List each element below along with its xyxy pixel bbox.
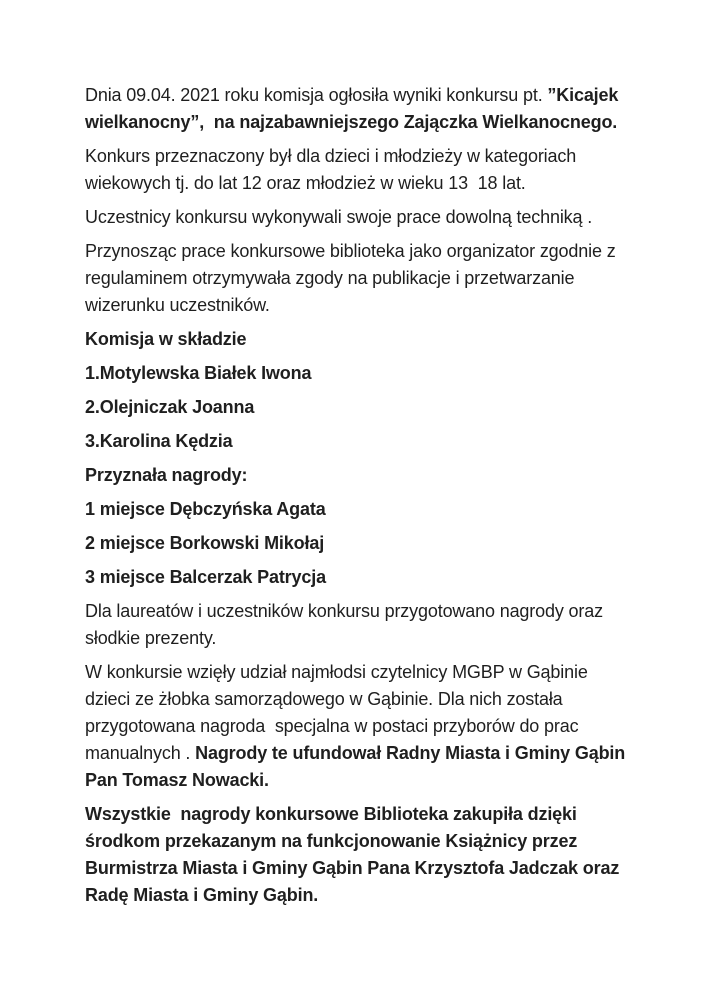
paragraph — [85, 326, 630, 353]
text-run: 1.Motylewska Białek Iwona — [85, 363, 312, 383]
text-run: Uczestnicy konkursu wykonywali swoje prace dowolną techniką . — [85, 207, 593, 227]
document-body — [85, 82, 630, 916]
text-run: Przyznała nagrody: — [85, 465, 248, 485]
text-run: Dla laureatów i uczestników konkursu przygotowano nagrody oraz słodkie prezenty. — [85, 601, 608, 648]
paragraph — [85, 360, 630, 387]
paragraph — [85, 801, 630, 909]
text-run: 2.Olejniczak Joanna — [85, 397, 255, 417]
paragraph — [85, 82, 630, 136]
text-run: Wszystkie nagrody konkursowe Biblioteka zakupiła dzięki środkom przekazanym na funkcjonowanie Książnicy przez Burmistrza Miasta i Gminy Gąbin Pana Krzysztofa Jadczak oraz Radę Miasta i Gminy Gąbin. — [85, 804, 625, 905]
text-run: Dnia 09.04. 2021 roku komisja ogłosiła wyniki konkursu pt. — [85, 85, 548, 105]
text-run: W konkursie wzięły udział najmłodsi czytelnicy MGBP w Gąbinie dzieci ze żłobka samorządowego w Gąbinie. Dla nich została przygotowana nagroda specjalna w postaci przyborów do prac manualnych . — [85, 662, 593, 763]
paragraph — [85, 462, 630, 489]
text-run: Konkurs przeznaczony był dla dzieci i młodzieży w kategoriach wiekowych tj. do lat 12 oraz młodzież w wieku 13 18 lat. — [85, 146, 581, 193]
paragraph — [85, 394, 630, 421]
paragraph — [85, 428, 630, 455]
text-run: 3.Karolina Kędzia — [85, 431, 233, 451]
paragraph — [85, 659, 630, 794]
text-run: ”Kicajek wielkanocny”, na najzabawniejszego Zajączka Wielkanocnego. — [85, 85, 624, 132]
paragraph — [85, 496, 630, 523]
paragraph — [85, 564, 630, 591]
paragraph — [85, 204, 630, 231]
paragraph — [85, 598, 630, 652]
paragraph — [85, 530, 630, 557]
text-run: Komisja w składzie — [85, 329, 247, 349]
paragraph — [85, 143, 630, 197]
text-run: 3 miejsce Balcerzak Patrycja — [85, 567, 326, 587]
text-run: Nagrody te ufundował Radny Miasta i Gminy Gąbin Pan Tomasz Nowacki. — [85, 743, 630, 790]
text-run: 2 miejsce Borkowski Mikołaj — [85, 533, 325, 553]
text-run: Przynosząc prace konkursowe biblioteka jako organizator zgodnie z regulaminem otrzymywała zgody na publikacje i przetwarzanie wizerunku uczestników. — [85, 241, 621, 315]
paragraph — [85, 238, 630, 319]
text-run: 1 miejsce Dębczyńska Agata — [85, 499, 326, 519]
